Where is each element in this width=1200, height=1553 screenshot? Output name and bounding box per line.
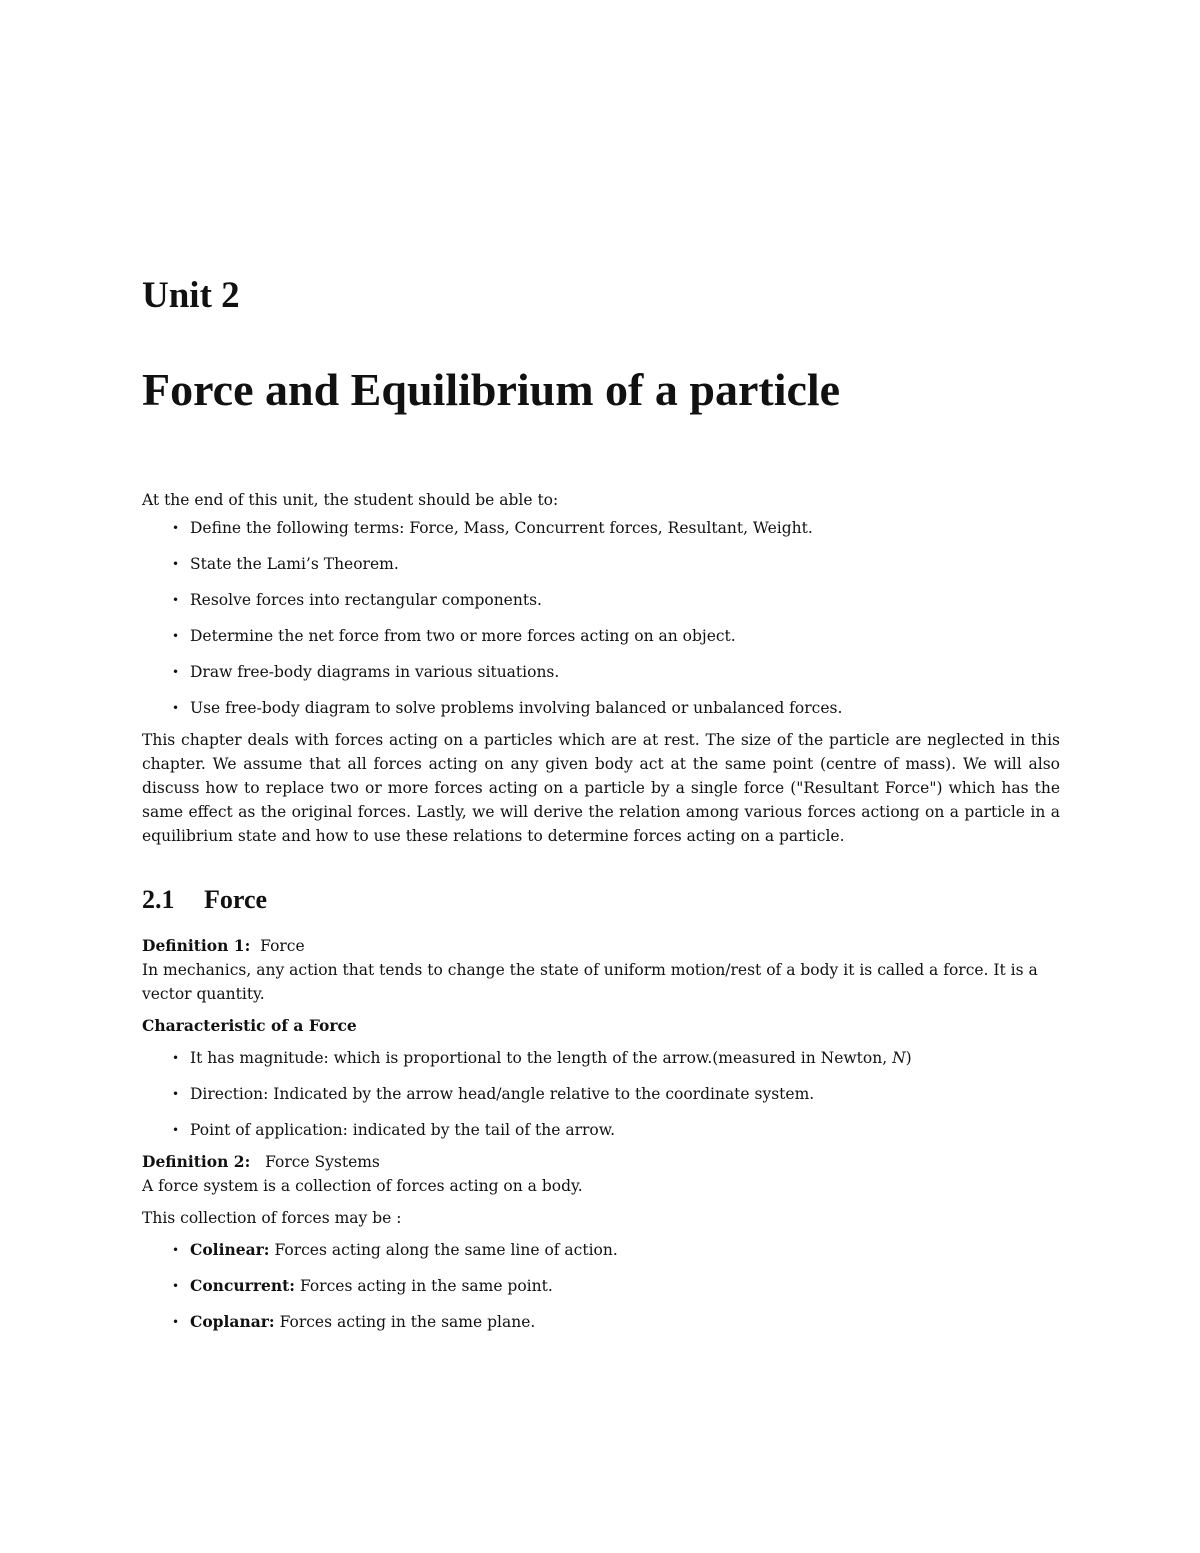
definition-2-label: Definition 2: [142, 1152, 251, 1171]
list-item: • It has magnitude: which is proportional to the length of the arrow.(measured in Newton, N) [172, 1046, 1060, 1070]
force-type-term: Coplanar: [190, 1312, 275, 1331]
bullet-icon: • [172, 701, 180, 715]
bullet-icon: • [172, 557, 180, 571]
force-type-desc: Forces acting in the same point. [299, 1277, 553, 1295]
definition-1-text: In mechanics, any action that tends to change the state of uniform motion/rest of a body it is called a force. It is a vector quantity. [142, 961, 1038, 1003]
list-item: • Define the following terms: Force, Mass, Concurrent forces, Resultant, Weight. [172, 516, 1060, 540]
list-item [172, 1238, 1060, 1262]
section-heading [142, 884, 1060, 916]
bullet-icon: • [172, 521, 180, 535]
definition-1-label: Definition 1: [142, 936, 251, 955]
list-item: • Use free-body diagram to solve problems involving balanced or unbalanced forces. [172, 696, 1060, 720]
force-type-desc: Forces acting along the same line of action. [274, 1241, 618, 1259]
bullet-icon: • [172, 629, 180, 643]
list-item: • Draw free-body diagrams in various situations. [172, 660, 1060, 684]
section-title: Force [204, 885, 268, 914]
list-item: • Direction: Indicated by the arrow head/angle relative to the coordinate system. [172, 1082, 1060, 1106]
collection-intro: This collection of forces may be : [142, 1209, 402, 1227]
bullet-icon: • [172, 1315, 180, 1329]
bullet-icon: • [172, 1123, 180, 1137]
definition-1-term: Force [260, 937, 305, 955]
definition-2-term: Force Systems [265, 1153, 380, 1171]
definition-1 [142, 934, 1060, 1006]
chapter-overview-paragraph: This chapter deals with forces acting on a particles which are at rest. The size of the particle are neglected in this chapter. We assume that all forces acting on any given body act at the same point (centre of mass). We will also discuss how to replace two or more forces acting on a particle by a single force ("Resultant Force") which has the same effect as the original forces. Lastly, we will derive the relation among various forces actiong on a particle in a equilibrium state and how to use these relations to determine forces acting on a particle. [142, 731, 1060, 845]
unit-label: Unit 2 [142, 275, 240, 316]
list-item: • Point of application: indicated by the tail of the arrow. [172, 1118, 1060, 1142]
list-item: • Determine the net force from two or more forces acting on an object. [172, 624, 1060, 648]
list-item [172, 1310, 1060, 1334]
definition-2-text: A force system is a collection of forces acting on a body. [142, 1177, 583, 1195]
newton-symbol: N [892, 1049, 906, 1067]
force-types-list [142, 1238, 1060, 1334]
document-body [142, 488, 1060, 1342]
objectives-intro: At the end of this unit, the student should be able to: [142, 491, 559, 509]
bullet-icon: • [172, 1243, 180, 1257]
force-type-term: Colinear: [190, 1240, 270, 1259]
chapter-title: Force and Equilibrium of a particle [142, 364, 841, 415]
list-item: • Resolve forces into rectangular components. [172, 588, 1060, 612]
force-type-desc: Forces acting in the same plane. [279, 1313, 536, 1331]
bullet-icon: • [172, 593, 180, 607]
objectives-list [142, 516, 1060, 720]
bullet-icon: • [172, 1087, 180, 1101]
section-number: 2.1 [142, 885, 175, 914]
characteristics-heading: Characteristic of a Force [142, 1016, 357, 1035]
list-item [172, 1274, 1060, 1298]
bullet-icon: • [172, 665, 180, 679]
characteristics-list [142, 1046, 1060, 1142]
bullet-icon: • [172, 1051, 180, 1065]
definition-2 [142, 1150, 1060, 1198]
force-type-term: Concurrent: [190, 1276, 295, 1295]
bullet-icon: • [172, 1279, 180, 1293]
list-item: • State the Lami’s Theorem. [172, 552, 1060, 576]
